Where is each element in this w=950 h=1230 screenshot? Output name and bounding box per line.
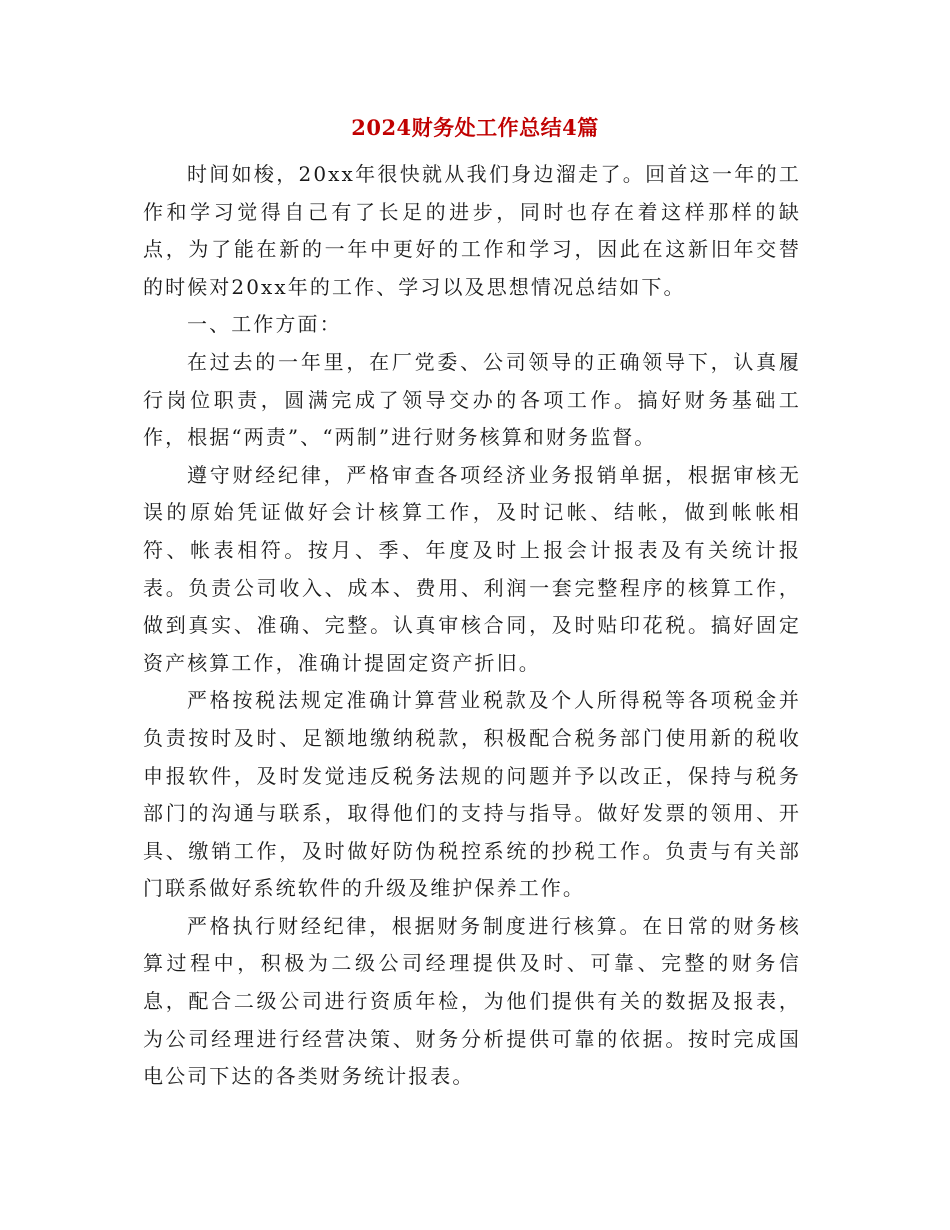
paragraph-intro: 时间如梭，20xx年很快就从我们身边溜走了。回首这一年的工作和学习觉得自己有了长足的进步，同时也存在着这样那样的缺点，为了能在新的一年中更好的工作和学习，因此在这新旧年交替的时候对20xx年的工作、学习以及思想情况总结如下。 [143,162,801,299]
paragraph-tax: 严格按税法规定准确计算营业税款及个人所得税等各项税金并负责按时及时、足额地缴纳税款，积极配合税务部门使用新的税收申报软件，及时发觉违反税务法规的问题并予以改正，保持与税务部门的沟通与联系，取得他们的支持与指导。做好发票的领用、开具、缴销工作，及时做好防伪税控系统的抄税工作。负责与有关部门联系做好系统软件的升级及维护保养工作。 [143,688,801,901]
document-title: 2024财务处工作总结4篇 [351,115,599,140]
document-body [143,156,801,1096]
section-heading-work: 一、工作方面： [187,312,342,337]
paragraph-discipline: 严格执行财经纪律，根据财务制度进行核算。在日常的财务核算过程中，积极为二级公司经理提供及时、可靠、完整的财务信息，配合二级公司进行资质年检，为他们提供有关的数据及报表，为公司经理进行经营决策、财务分析提供可靠的依据。按时完成国电公司下达的各类财务统计报表。 [143,913,801,1089]
paragraph-accounting: 遵守财经纪律，严格审查各项经济业务报销单据，根据审核无误的原始凭证做好会计核算工作，及时记帐、结帐，做到帐帐相符、帐表相符。按月、季、年度及时上报会计报表及有关统计报表。负责公司收入、成本、费用、利润一套完整程序的核算工作，做到真实、准确、完整。认真审核合同，及时贴印花税。搞好固定资产核算工作，准确计提固定资产折旧。 [143,462,801,675]
paragraph-duties: 在过去的一年里，在厂党委、公司领导的正确领导下，认真履行岗位职责，圆满完成了领导交办的各项工作。搞好财务基础工作，根据“两责”、“两制”进行财务核算和财务监督。 [143,349,801,450]
